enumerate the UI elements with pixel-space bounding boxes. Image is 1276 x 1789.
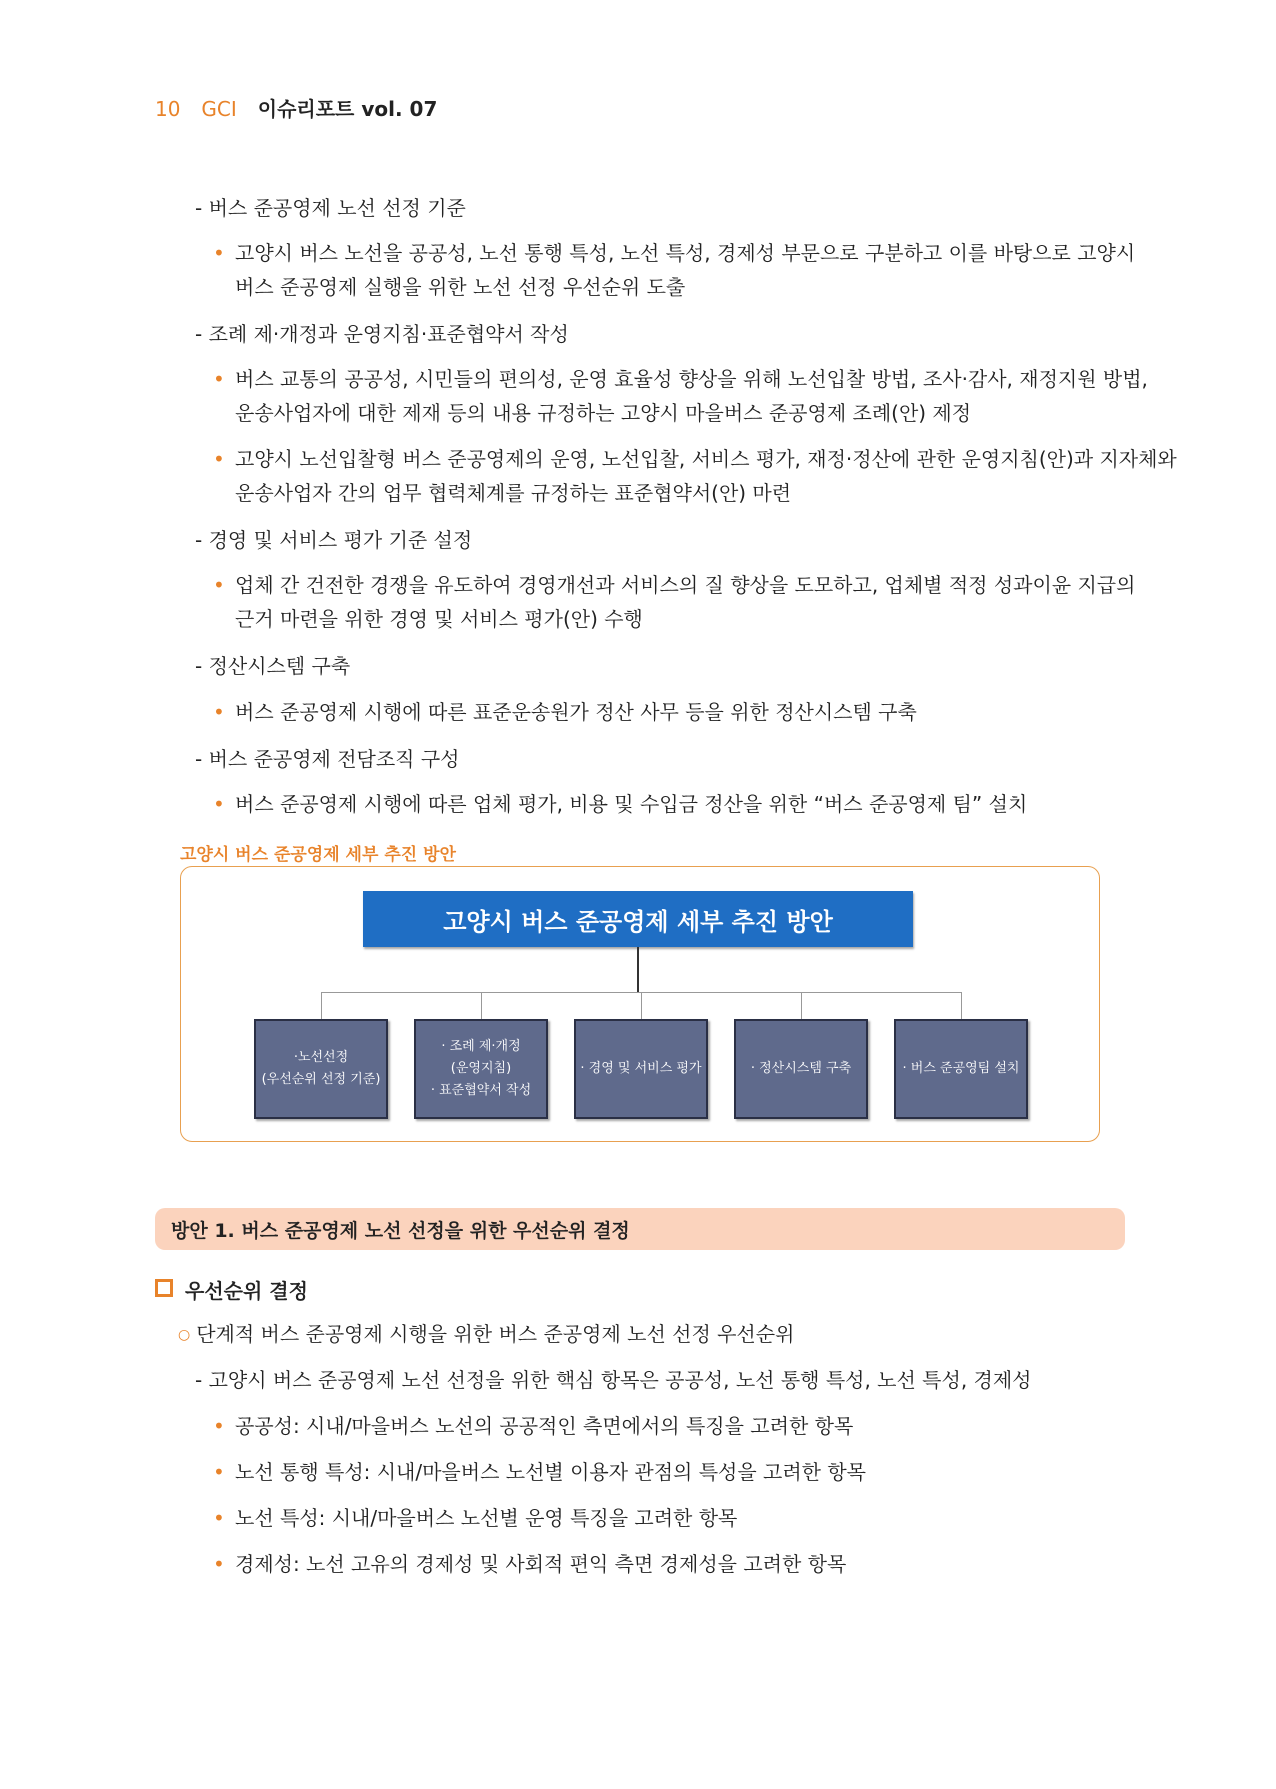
bullet-line: 업체 간 건전한 경쟁을 유도하여 경영개선과 서비스의 질 향상을 도모하고, 업체별 적정 성과이윤 지급의 xyxy=(235,573,1136,597)
bullet-dot: • xyxy=(213,367,225,391)
bullet-dot: • xyxy=(213,1552,225,1576)
bullet-line: 근거 마련을 위한 경영 및 서비스 평가(안) 수행 xyxy=(235,607,643,631)
bullet-item xyxy=(215,442,1177,510)
bullet-dot: • xyxy=(213,241,225,265)
bullet-dot: • xyxy=(213,700,225,724)
diagram-box-evaluation xyxy=(574,1019,708,1119)
bullet-line: 버스 준공영제 시행에 따른 업체 평가, 비용 및 수입금 정산을 위한 “버스 준공영제 팀” 설치 xyxy=(235,792,1028,816)
bullet-dot: • xyxy=(213,1460,225,1484)
circle-item xyxy=(178,1317,794,1352)
box-line: · 경영 및 서비스 평가 xyxy=(580,1061,702,1076)
subheading xyxy=(155,1275,308,1304)
box-line: ·노선선정 xyxy=(293,1050,349,1065)
dash-item: - 정산시스템 구축 xyxy=(195,654,351,678)
square-icon xyxy=(155,1279,173,1297)
bullet-dot: • xyxy=(213,573,225,597)
bullet-line: 버스 준공영제 시행에 따른 표준운송원가 정산 사무 등을 위한 정산시스템 구축 xyxy=(235,700,917,724)
dash-item: - 고양시 버스 준공영제 노선 선정을 위한 핵심 항목은 공공성, 노선 통행 특성, 노선 특성, 경제성 xyxy=(195,1368,1032,1392)
connector-line xyxy=(481,992,482,1019)
diagram-title-box: 고양시 버스 준공영제 세부 추진 방안 xyxy=(363,891,913,947)
bullet-line: 고양시 노선입찰형 버스 준공영제의 운영, 노선입찰, 서비스 평가, 재정·정산에 관한 운영지침(안)과 지자체와 xyxy=(235,447,1177,471)
report-title: 이슈리포트 vol. 07 xyxy=(257,97,438,121)
bullet-dot: • xyxy=(213,447,225,471)
bullet-dot: • xyxy=(213,1414,225,1438)
bullet-line: 버스 교통의 공공성, 시민들의 편의성, 운영 효율성 향상을 위해 노선입찰 방법, 조사·감사, 재정지원 방법, xyxy=(235,367,1148,391)
bullet-line: 노선 통행 특성: 시내/마을버스 노선별 이용자 관점의 특성을 고려한 항목 xyxy=(235,1460,866,1484)
bullet-line: 고양시 버스 노선을 공공성, 노선 통행 특성, 노선 특성, 경제성 부문으로 구분하고 이를 바탕으로 고양시 xyxy=(235,241,1136,265)
bullet-item xyxy=(215,1547,846,1581)
circle-bullet-icon: ○ xyxy=(178,1327,191,1343)
bullet-item xyxy=(215,1501,737,1535)
box-line: · 표준협약서 작성 xyxy=(430,1083,532,1098)
bullet-item xyxy=(215,236,1135,304)
brand-name: GCI xyxy=(201,97,237,121)
connector-line xyxy=(637,947,639,993)
dash-item: - 버스 준공영제 전담조직 구성 xyxy=(195,747,460,771)
diagram-box-team xyxy=(894,1019,1028,1119)
bullet-line: 운송사업자 간의 업무 협력체계를 규정하는 표준협약서(안) 마련 xyxy=(235,481,792,505)
dash-item: - 경영 및 서비스 평가 기준 설정 xyxy=(195,528,473,552)
section-title-bar: 방안 1. 버스 준공영제 노선 선정을 위한 우선순위 결정 xyxy=(155,1208,1125,1250)
page-number: 10 xyxy=(155,97,181,121)
connector-line xyxy=(321,992,322,1019)
bullet-dot: • xyxy=(213,1506,225,1530)
page-header xyxy=(155,93,437,122)
box-line: · 조례 제·개정 xyxy=(441,1039,521,1054)
diagram-box-route-selection xyxy=(254,1019,388,1119)
connector-line xyxy=(961,992,962,1019)
box-line: · 정산시스템 구축 xyxy=(750,1061,852,1076)
bullet-item xyxy=(215,1455,866,1489)
bullet-item xyxy=(215,695,917,729)
diagram-box-settlement xyxy=(734,1019,868,1119)
diagram-caption: 고양시 버스 준공영제 세부 추진 방안 xyxy=(180,845,456,865)
bullet-item xyxy=(215,362,1148,430)
bullet-item xyxy=(215,568,1135,636)
org-diagram xyxy=(180,866,1100,1142)
subheading-text: 우선순위 결정 xyxy=(185,1279,308,1303)
bullet-line: 공공성: 시내/마을버스 노선의 공공적인 측면에서의 특징을 고려한 항목 xyxy=(235,1414,854,1438)
box-line: · 버스 준공영팀 설치 xyxy=(902,1061,1020,1076)
diagram-box-ordinance xyxy=(414,1019,548,1119)
bullet-dot: • xyxy=(213,792,225,816)
dash-item: - 버스 준공영제 노선 선정 기준 xyxy=(195,196,466,220)
box-line: (운영지침) xyxy=(450,1061,512,1076)
connector-line xyxy=(641,992,642,1019)
bullet-item xyxy=(215,787,1027,821)
bullet-line: 경제성: 노선 고유의 경제성 및 사회적 편익 측면 경제성을 고려한 항목 xyxy=(235,1552,847,1576)
connector-line xyxy=(801,992,802,1019)
bullet-line: 노선 특성: 시내/마을버스 노선별 운영 특징을 고려한 항목 xyxy=(235,1506,738,1530)
circle-item-text: 단계적 버스 준공영제 시행을 위한 버스 준공영제 노선 선정 우선순위 xyxy=(196,1322,795,1346)
dash-item: - 조례 제·개정과 운영지침·표준협약서 작성 xyxy=(195,322,569,346)
bullet-line: 운송사업자에 대한 제재 등의 내용 규정하는 고양시 마을버스 준공영제 조례(안) 제정 xyxy=(235,401,972,425)
box-line: (우선순위 선정 기준) xyxy=(261,1072,381,1087)
bullet-item xyxy=(215,1409,853,1443)
bullet-line: 버스 준공영제 실행을 위한 노선 선정 우선순위 도출 xyxy=(235,275,686,299)
